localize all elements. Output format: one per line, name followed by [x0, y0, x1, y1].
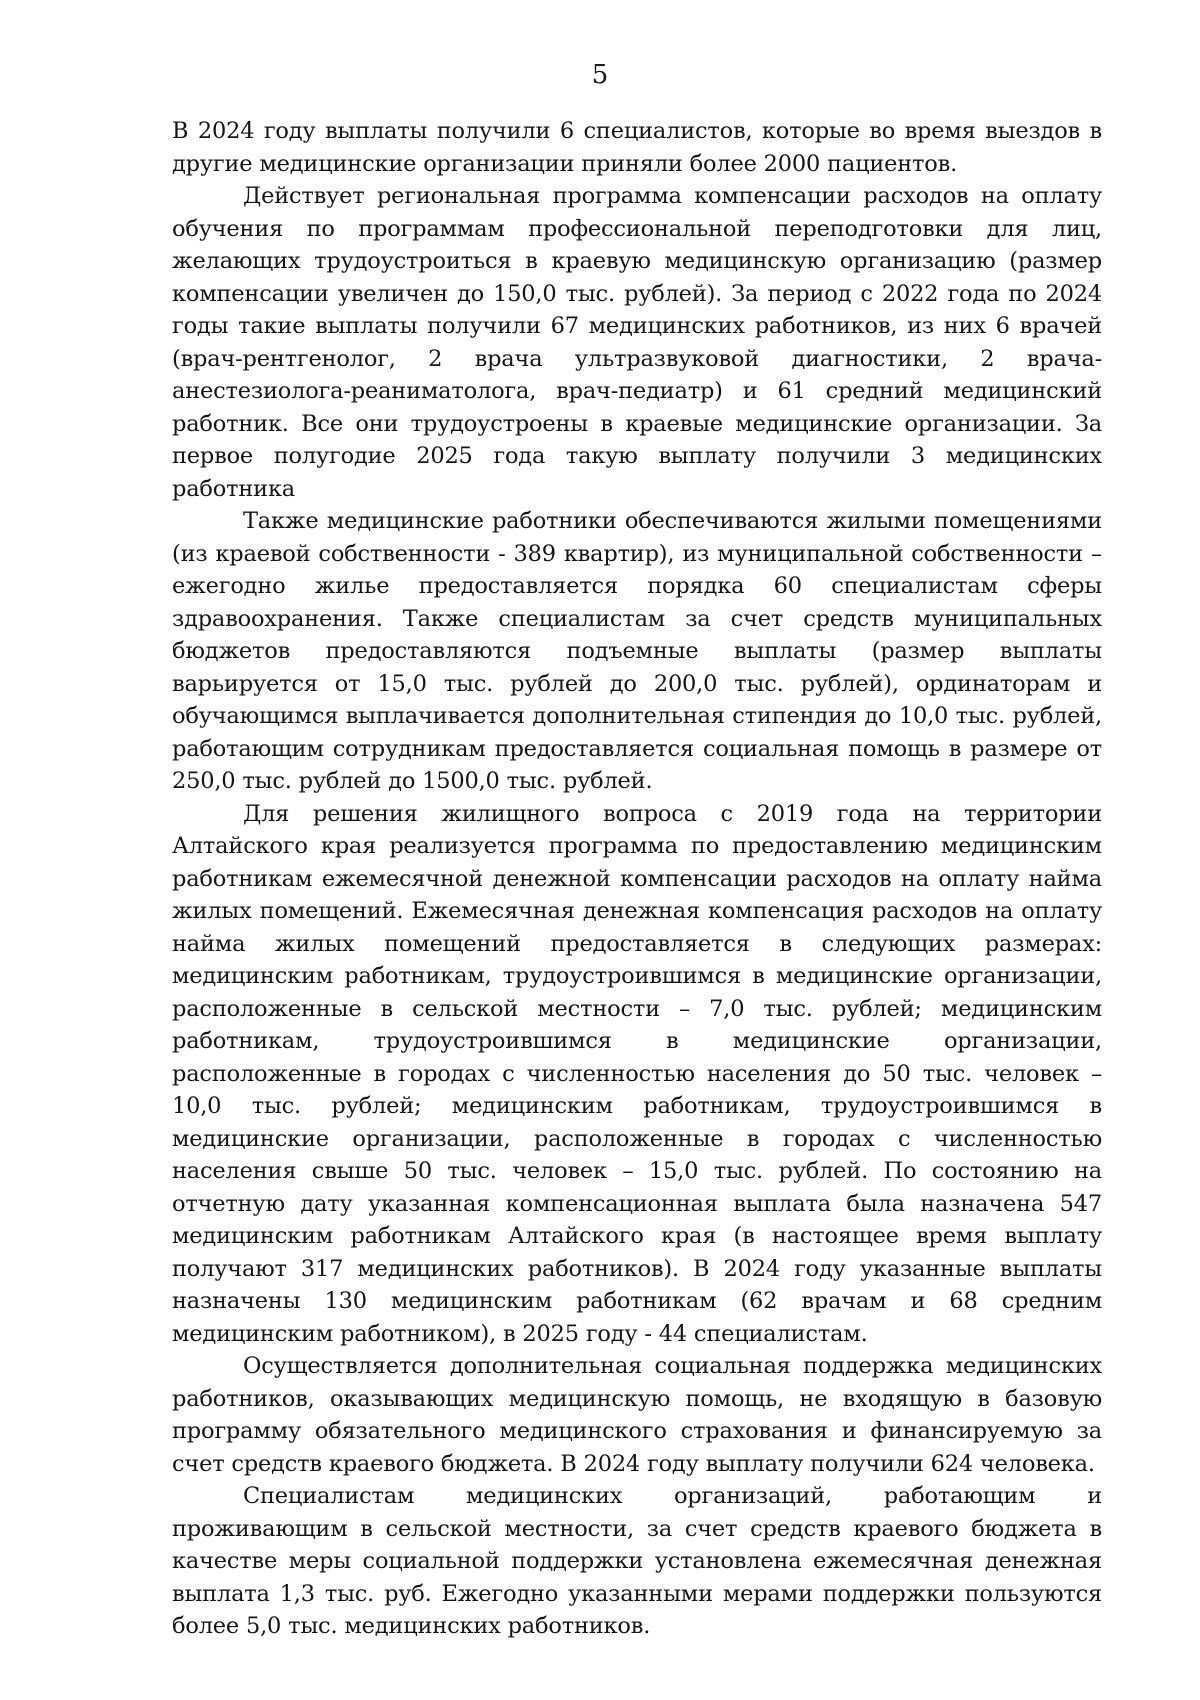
document-body	[172, 115, 1102, 1643]
paragraph-1: В 2024 году выплаты получили 6 специалистов, которые во время выездов в другие медицинские организации приняли более 2000 пациентов.	[172, 118, 1102, 177]
paragraph-2: Действует региональная программа компенсации расходов на оплату обучения по программам профессиональной переподготовки для лиц, желающих трудоустроиться в краевую медицинскую организацию (размер компенсации увеличен до 150,0 тыс. рублей). За период с 2022 года по 2024 годы такие выплаты получили 67 медицинских работников, из них 6 врачей (врач-рентгенолог, 2 врача ультразвуковой диагностики, 2 врача-анестезиолога-реаниматолога, врач-педиатр) и 61 средний медицинский работник. Все они трудоустроены в краевые медицинские организации. За первое полугодие 2025 года такую выплату получили 3 медицинских работника	[172, 183, 1102, 502]
paragraph-5: Осуществляется дополнительная социальная поддержка медицинских работников, оказывающих медицинскую помощь, не входящую в базовую программу обязательного медицинского страхования и финансируемую за счет средств краевого бюджета. В 2024 году выплату получили 624 человека.	[172, 1353, 1102, 1477]
paragraph-4: Для решения жилищного вопроса с 2019 года на территории Алтайского края реализуется программа по предоставлению медицинским работникам ежемесячной денежной компенсации расходов на оплату найма жилых помещений. Ежемесячная денежная компенсация расходов на оплату найма жилых помещений предоставляется в следующих размерах: медицинским работникам, трудоустроившимся в медицинские организации, расположенные в сельской местности – 7,0 тыс. рублей; медицинским работникам, трудоустроившимся в медицинские организации, расположенные в городах с численностью населения до 50 тыс. человек – 10,0 тыс. рублей; медицинским работникам, трудоустроившимся в медицинские организации, расположенные в городах с численностью населения свыше 50 тыс. человек – 15,0 тыс. рублей. По состоянию на отчетную дату указанная компенсационная выплата была назначена 547 медицинским работникам Алтайского края (в настоящее время выплату получают 317 медицинских работников). В 2024 году указанные выплаты назначены 130 медицинским работникам (62 врачам и 68 средним медицинским работником), в 2025 году - 44 специалистам.	[172, 800, 1102, 1347]
paragraph-3: Также медицинские работники обеспечиваются жилыми помещениями (из краевой собственности - 389 квартир), из муниципальной собственности – ежегодно жилье предоставляется порядка 60 специалистам сферы здравоохранения. Также специалистам за счет средств муниципальных бюджетов предоставляются подъемные выплаты (размер выплаты варьируется от 15,0 тыс. рублей до 200,0 тыс. рублей), ординаторам и обучающимся выплачивается дополнительная стипендия до 10,0 тыс. рублей, работающим сотрудникам предоставляется социальная помощь в размере от 250,0 тыс. рублей до 1500,0 тыс. рублей.	[172, 508, 1102, 794]
paragraph-6: Специалистам медицинских организаций, работающим и проживающим в сельской местности, за счет средств краевого бюджета в качестве меры социальной поддержки установлена ежемесячная денежная выплата 1,3 тыс. руб. Ежегодно указанными мерами поддержки пользуются более 5,0 тыс. медицинских работников.	[172, 1483, 1102, 1639]
page-number: 5	[591, 60, 609, 90]
